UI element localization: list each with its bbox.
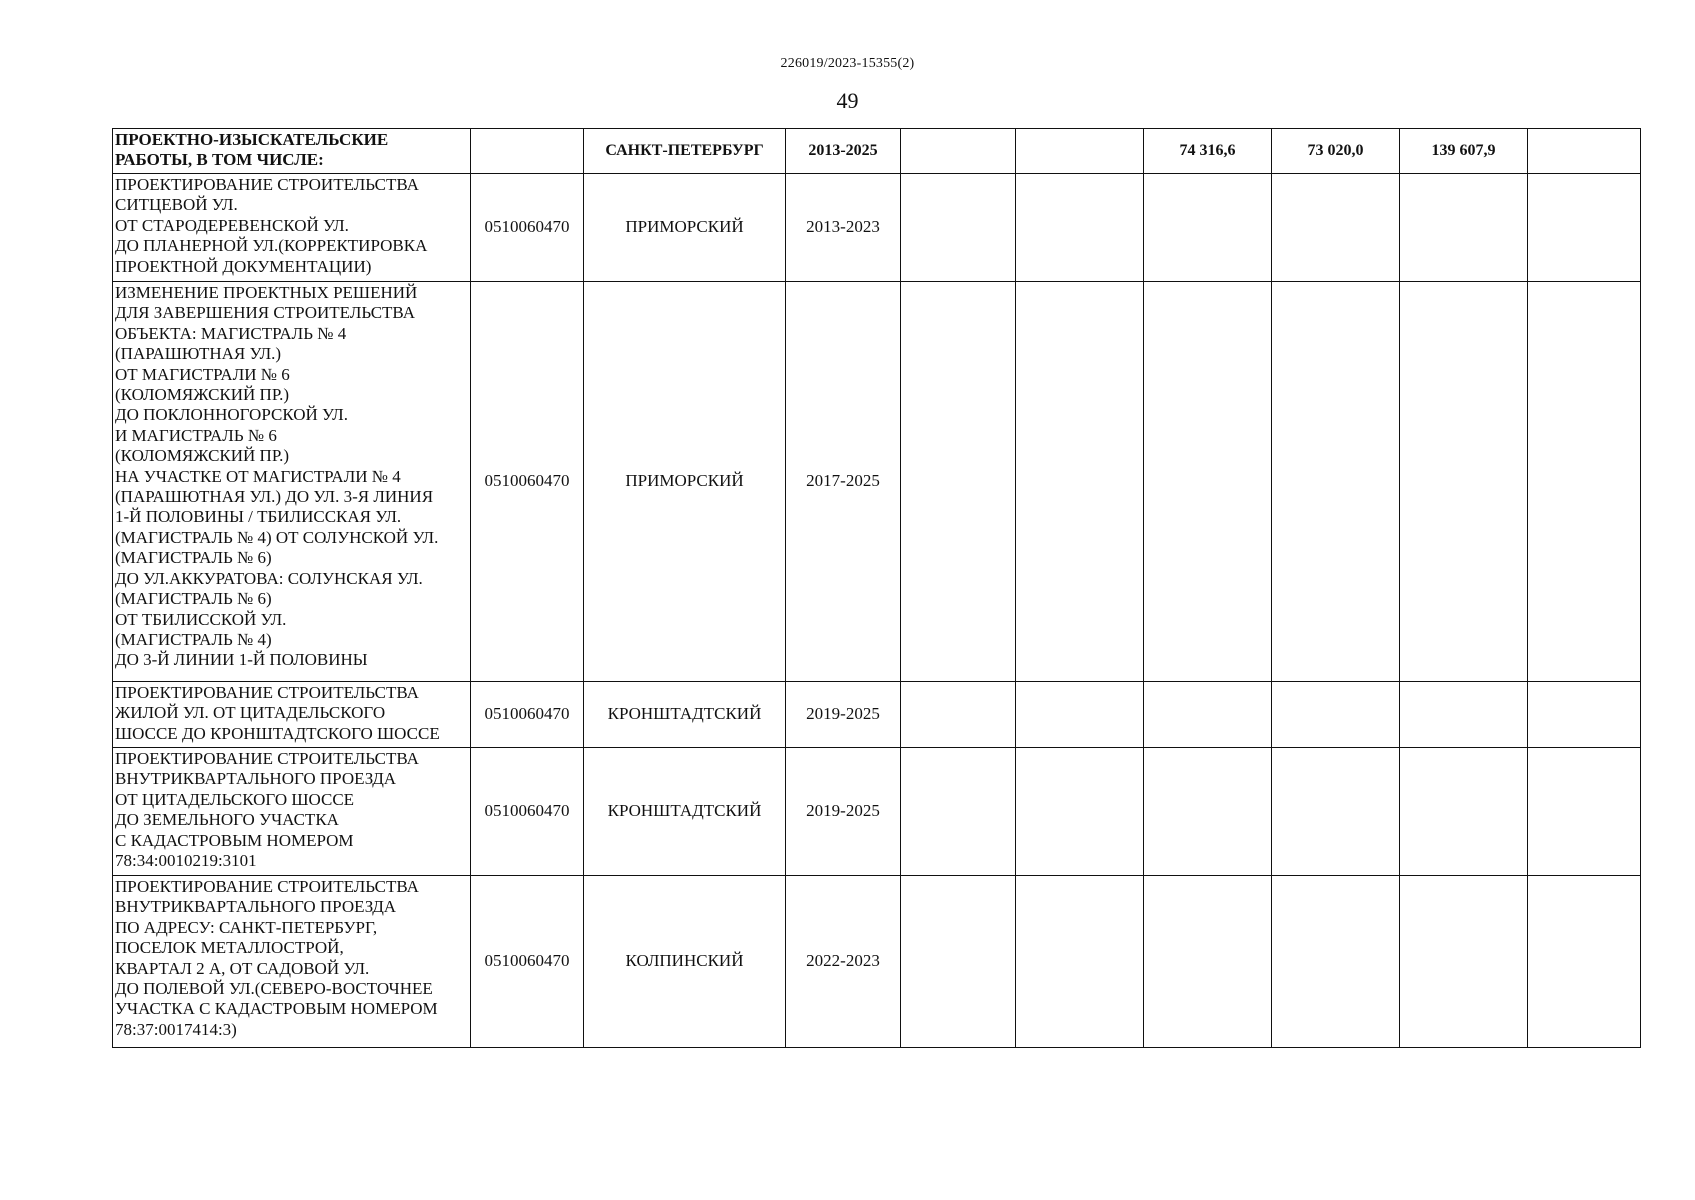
page-number: 49 [836,88,859,113]
empty-cell [1528,682,1641,748]
empty-cell [1528,129,1641,174]
table-row [113,876,1641,1048]
empty-cell [1400,282,1528,682]
object-name-cell [113,282,471,682]
empty-cell [1016,282,1144,682]
code-cell: 0510060470 [471,282,584,682]
empty-cell [1528,174,1641,282]
group-name: ПРОЕКТНО-ИЗЫСКАТЕЛЬСКИЕ РАБОТЫ, В ТОМ ЧИСЛЕ: [115,130,389,170]
empty-cell [901,748,1016,876]
empty-cell [1016,748,1144,876]
empty-cell [1144,748,1272,876]
code-cell [471,129,584,174]
group-row [113,129,1641,174]
period-cell: 2019-2025 [786,682,901,748]
period-cell: 2013-2023 [786,174,901,282]
object-name: ПРОЕКТИРОВАНИЕ СТРОИТЕЛЬСТВА ВНУТРИКВАРТАЛЬНОГО ПРОЕЗДА ПО АДРЕСУ: САНКТ-ПЕТЕРБУРГ, ПОСЕЛОК МЕТАЛЛОСТРОЙ, КВАРТАЛ 2 А, ОТ САДОВОЙ УЛ. ДО ПОЛЕВОЙ УЛ.(СЕВЕРО-ВОСТОЧНЕЕ УЧАСТКА С КАДАСТРОВЫМ НОМЕРОМ 78:37:0017414:3) [115,877,438,1039]
empty-cell [1016,876,1144,1048]
empty-cell [1016,129,1144,174]
empty-cell [1144,282,1272,682]
object-name: ПРОЕКТИРОВАНИЕ СТРОИТЕЛЬСТВА СИТЦЕВОЙ УЛ. ОТ СТАРОДЕРЕВЕНСКОЙ УЛ. ДО ПЛАНЕРНОЙ УЛ.(КОРРЕКТИРОВКА ПРОЕКТНОЙ ДОКУМЕНТАЦИИ) [115,175,428,276]
object-name: ПРОЕКТИРОВАНИЕ СТРОИТЕЛЬСТВА ЖИЛОЙ УЛ. ОТ ЦИТАДЕЛЬСКОГО ШОССЕ ДО КРОНШТАДТСКОГО ШОССЕ [115,683,440,743]
empty-cell [1144,174,1272,282]
empty-cell [1016,682,1144,748]
district-cell: САНКТ-ПЕТЕРБУРГ [584,129,786,174]
empty-cell [901,282,1016,682]
empty-cell [1400,876,1528,1048]
district-cell: ПРИМОРСКИЙ [584,174,786,282]
district-cell: КРОНШТАДТСКИЙ [584,748,786,876]
table-row [113,748,1641,876]
value-cell-1: 74 316,6 [1144,129,1272,174]
code-cell: 0510060470 [471,174,584,282]
empty-cell [1016,174,1144,282]
empty-cell [1400,682,1528,748]
period-cell: 2017-2025 [786,282,901,682]
empty-cell [1272,174,1400,282]
empty-cell [1272,282,1400,682]
value-cell-2: 73 020,0 [1272,129,1400,174]
empty-cell [1528,876,1641,1048]
empty-cell [1272,682,1400,748]
empty-cell [901,129,1016,174]
empty-cell [901,682,1016,748]
code-cell: 0510060470 [471,748,584,876]
empty-cell [1144,876,1272,1048]
object-name: ПРОЕКТИРОВАНИЕ СТРОИТЕЛЬСТВА ВНУТРИКВАРТАЛЬНОГО ПРОЕЗДА ОТ ЦИТАДЕЛЬСКОГО ШОССЕ ДО ЗЕМЕЛЬНОГО УЧАСТКА С КАДАСТРОВЫМ НОМЕРОМ 78:34:0010219:3101 [115,749,419,871]
object-name-cell [113,876,471,1048]
district-cell: КОЛПИНСКИЙ [584,876,786,1048]
district-cell: КРОНШТАДТСКИЙ [584,682,786,748]
table-row [113,174,1641,282]
object-name-cell [113,174,471,282]
empty-cell [1528,282,1641,682]
empty-cell [1272,748,1400,876]
empty-cell [1528,748,1641,876]
period-cell: 2022-2023 [786,876,901,1048]
empty-cell [901,876,1016,1048]
period-cell: 2019-2025 [786,748,901,876]
value-cell-3: 139 607,9 [1400,129,1528,174]
code-cell: 0510060470 [471,682,584,748]
object-name: ИЗМЕНЕНИЕ ПРОЕКТНЫХ РЕШЕНИЙ ДЛЯ ЗАВЕРШЕНИЯ СТРОИТЕЛЬСТВА ОБЪЕКТА: МАГИСТРАЛЬ № 4 (ПАРАШЮТНАЯ УЛ.) ОТ МАГИСТРАЛИ № 6 (КОЛОМЯЖСКИЙ ПР.) ДО ПОКЛОННОГОРСКОЙ УЛ. И МАГИСТРАЛЬ № 6 (КОЛОМЯЖСКИЙ ПР.) НА УЧАСТКЕ ОТ МАГИСТРАЛИ № 4 (ПАРАШЮТНАЯ УЛ.) ДО УЛ. 3-Я ЛИНИЯ 1-Й ПОЛОВИНЫ / ТБИЛИССКАЯ УЛ. (МАГИСТРАЛЬ № 4) ОТ СОЛУНСКОЙ УЛ. (МАГИСТРАЛЬ № 6) ДО УЛ.АККУРАТОВА: СОЛУНСКАЯ УЛ. (МАГИСТРАЛЬ № 6) ОТ ТБИЛИССКОЙ УЛ. (МАГИСТРАЛЬ № 4) ДО 3-Й ЛИНИИ 1-Й ПОЛОВИНЫ [115,283,439,670]
investment-program-table [112,128,1641,1048]
empty-cell [1400,748,1528,876]
empty-cell [1144,682,1272,748]
object-name-cell [113,748,471,876]
period-cell: 2013-2025 [786,129,901,174]
table-row [113,682,1641,748]
district-cell: ПРИМОРСКИЙ [584,282,786,682]
object-name-cell [113,682,471,748]
table-row [113,282,1641,682]
empty-cell [901,174,1016,282]
group-name-cell [113,129,471,174]
empty-cell [1272,876,1400,1048]
empty-cell [1400,174,1528,282]
code-cell: 0510060470 [471,876,584,1048]
document-id: 226019/2023-15355(2) [780,56,915,71]
